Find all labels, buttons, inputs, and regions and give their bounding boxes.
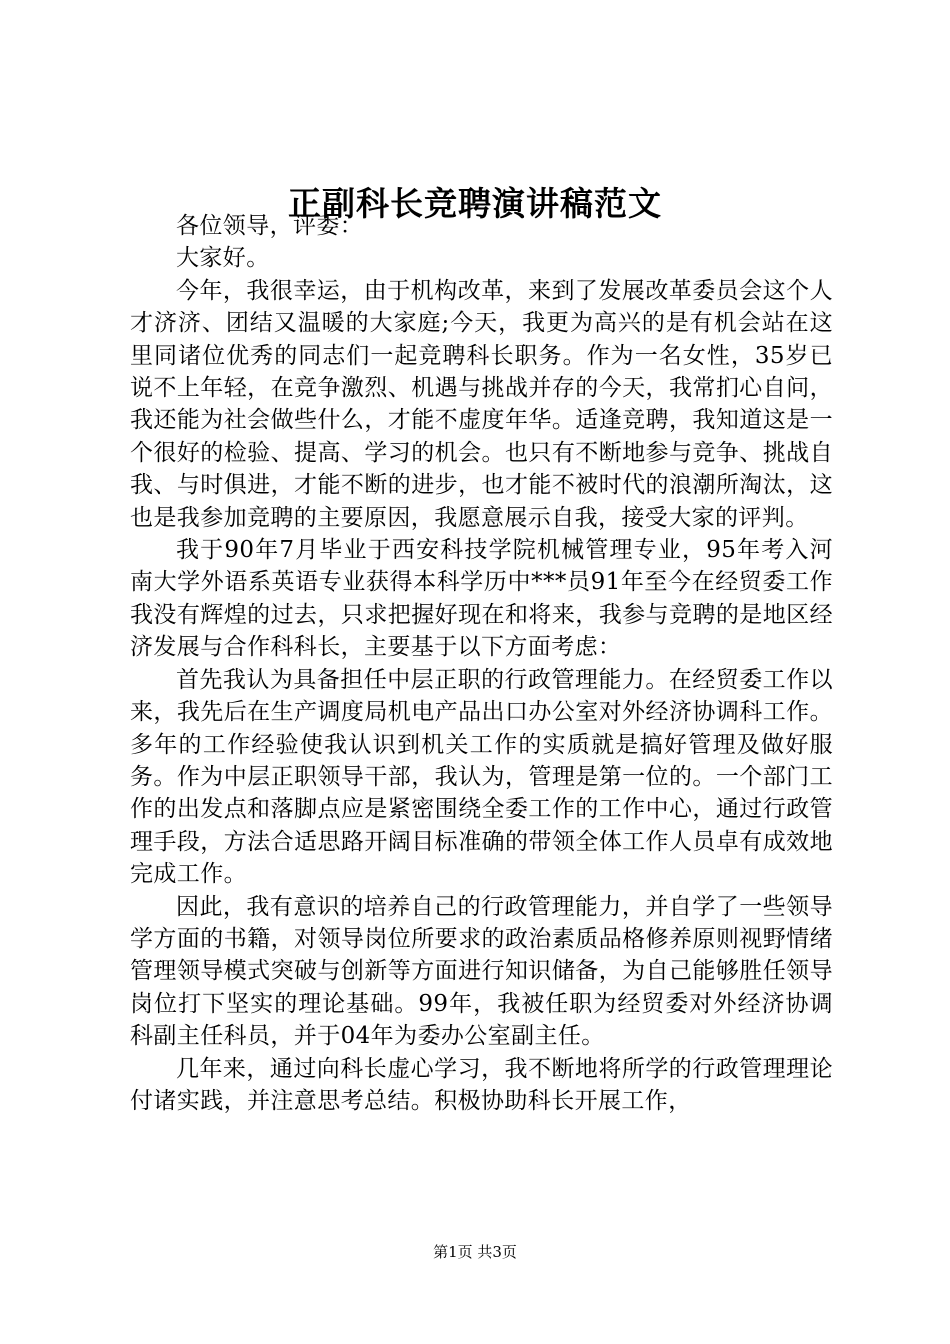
salutation: 各位领导，评委： (176, 213, 364, 239)
document-body (130, 210, 833, 1117)
body-paragraph: 首先我认为具备担任中层正职的行政管理能力。在经贸委工作以来，我先后在生产调度局机电产品出口办公室对外经济协调科工作。多年的工作经验使我认识到机关工作的实质就是搞好管理及做好服务。作为中层正职领导干部，我认为，管理是第一位的。一个部门工作的出发点和落脚点应是紧密围绕全委工作的工作中心，通过行政管理手段，方法合适思路开阔目标准确的带领全体工作人员卓有成效地完成工作。 (130, 666, 833, 888)
page-number: 第1页 共3页 (433, 1243, 517, 1261)
body-paragraph: 今年，我很幸运，由于机构改革，来到了发展改革委员会这个人才济济、团结又温暖的大家庭;今天，我更为高兴的是有机会站在这里同诸位优秀的同志们一起竞聘科长职务。作为一名女性，35岁已说不上年轻，在竞争激烈、机遇与挑战并存的今天，我常扪心自问，我还能为社会做些什么，才能不虚度年华。适逢竞聘，我知道这是一个很好的检验、提高、学习的机会。也只有不断地参与竞争、挑战自我、与时俱进，才能不断的进步，也才能不被时代的浪潮所淘汰，这也是我参加竞聘的主要原因，我愿意展示自我，接受大家的评判。 (130, 277, 833, 531)
body-paragraph: 因此，我有意识的培养自己的行政管理能力，并自学了一些领导学方面的书籍，对领导岗位所要求的政治素质品格修养原则视野情绪管理领导模式突破与创新等方面进行知识储备，为自己能够胜任领导岗位打下坚实的理论基础。99年，我被任职为经贸委对外经济协调科副主任科员，并于04年为委办公室副主任。 (130, 893, 833, 1050)
body-paragraph: 我于90年7月毕业于西安科技学院机械管理专业，95年考入河南大学外语系英语专业获得本科学历中***员91年至今在经贸委工作我没有辉煌的过去，只求把握好现在和将来，我参与竞聘的是地区经济发展与合作科科长，主要基于以下方面考虑： (130, 537, 833, 661)
greeting: 大家好。 (176, 245, 270, 272)
body-paragraph: 几年来，通过向科长虚心学习，我不断地将所学的行政管理理论付诸实践，并注意思考总结。积极协助科长开展工作， (130, 1055, 833, 1114)
document-title: 正副科长竞聘演讲稿范文 (288, 184, 662, 223)
